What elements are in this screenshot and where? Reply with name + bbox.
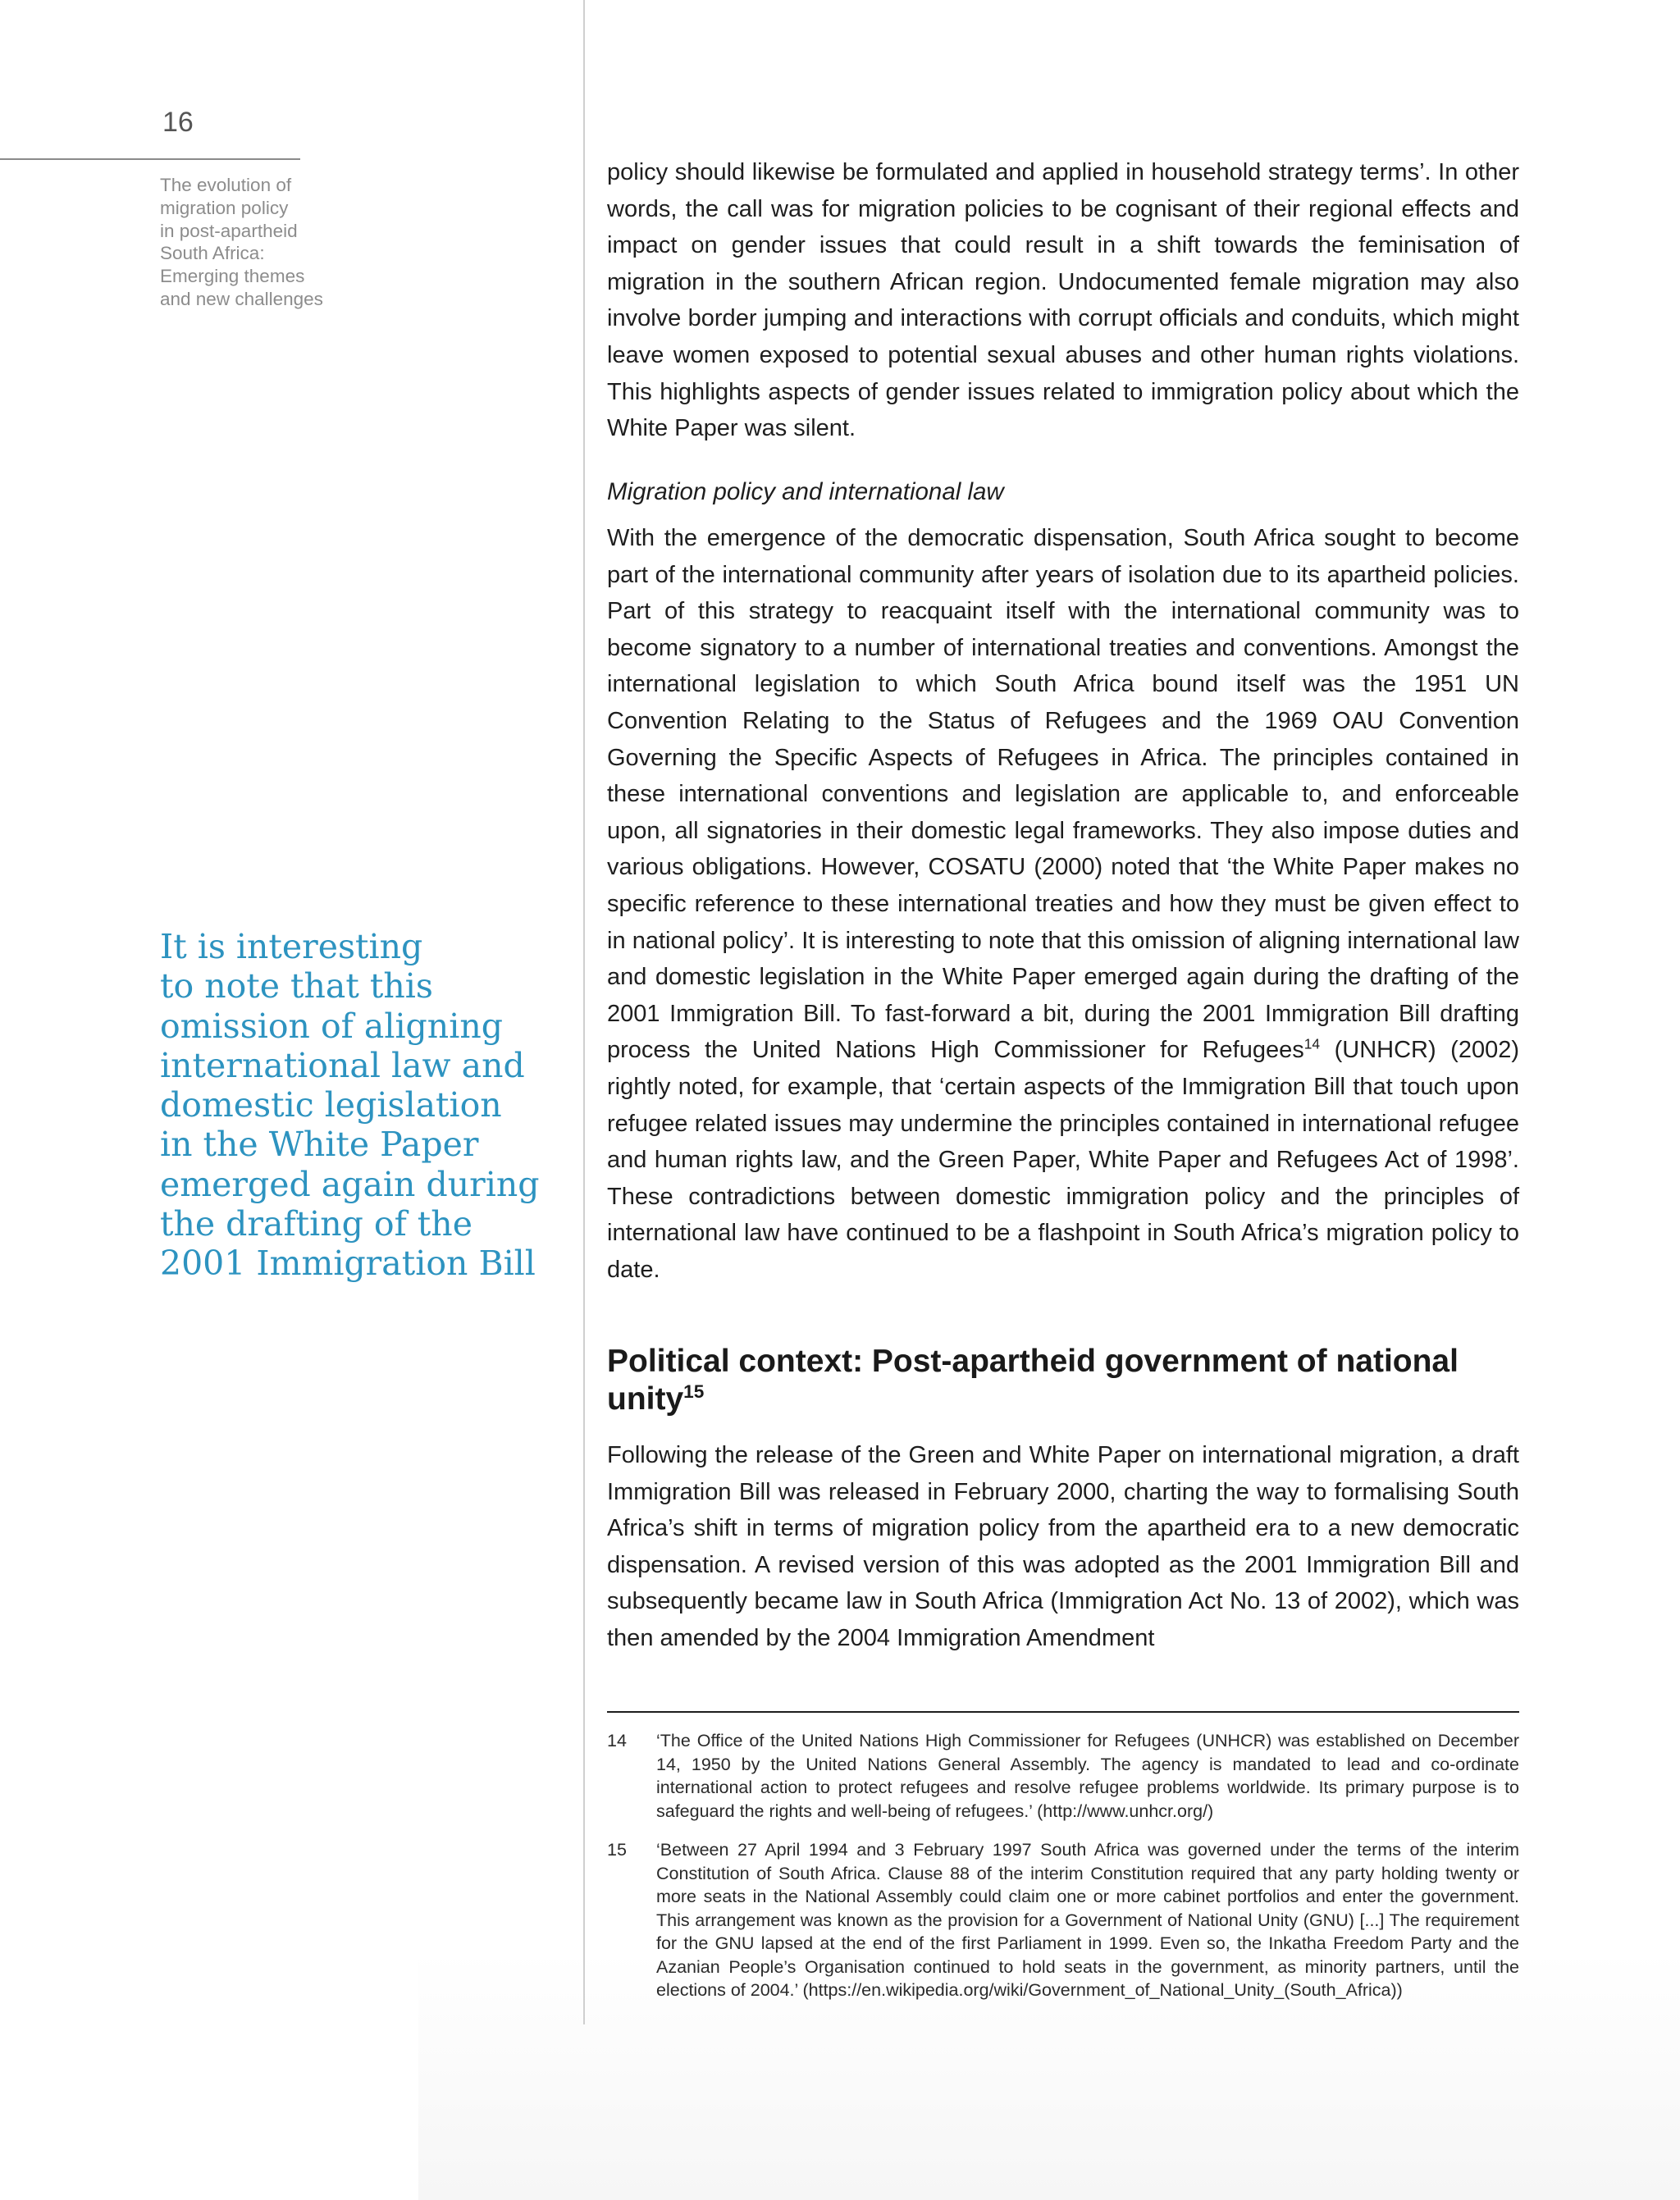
- running-title-line: and new challenges: [160, 288, 323, 309]
- body-paragraph: policy should likewise be formulated and applied in household strategy terms’. In other words, the call was for migration policies to be cognisant of their regional effects and impact on gender issues that could result in a shift towards the feminisation of migration in the southern African region. Undocumented female migration may also involve border jumping and interactions with corrupt officials and conduits, which might leave women exposed to potential sexual abuses and other human rights violations. This highlights aspects of gender issues related to immigration policy about which the White Paper was silent.: [607, 159, 1519, 442]
- body-paragraph-2-container: [607, 520, 1519, 1288]
- pull-quote-line: international law and: [160, 1045, 525, 1085]
- body-paragraph: Following the release of the Green and White Paper on international migration, a draft Immigration Bill was released in February 2000, charting the way to formalising South Africa’s shift in terms of migration policy from the apartheid era to a new democratic dispensation. A revised version of this was adopted as the 2001 Immigration Bill and subsequently became law in South Africa (Immigration Act No. 13 of 2002), which was then amended by the 2004 Immigration Amendment: [607, 1442, 1519, 1651]
- body-text: With the emergence of the democratic dispensation, South Africa sought to become part of the international community after years of isolation due to its apartheid policies. Part of this strategy to reacquaint itself with the international community was to become signatory to a number of international treaties and conventions. Amongst the international legislation to which South Africa bound itself was the 1951 UN Convention Relating to the Status of Refugees and the 1969 OAU Convention Governing the Specific Aspects of Refugees in Africa. The principles contained in these international conventions and legislation are applicable to, and enforceable upon, all signatories in their domestic legal frameworks. They also impose duties and various obligations. However, COSATU (2000) noted that ‘the White Paper makes no specific reference to these international treaties and how they must be given effect to in national policy’. It is interesting to note that this omission of aligning international law and domestic legislation in the White Paper emerged again during the drafting of the 2001 Immigration Bill. To fast-forward a bit, during the 2001 Immigration Bill drafting process the United Nations High Commissioner for Refugees: [607, 525, 1519, 1064]
- section-heading: [607, 1343, 1519, 1417]
- pull-quote-line: domestic legislation: [160, 1085, 502, 1125]
- pull-quote-line: 2001 Immigration Bill: [160, 1244, 536, 1284]
- body-paragraph-3-container: [607, 1437, 1519, 1657]
- running-title: [160, 174, 349, 311]
- running-title-line: Emerging themes: [160, 266, 305, 287]
- footnote-number: 14: [607, 1731, 627, 1750]
- footnote-ref[interactable]: 15: [683, 1381, 705, 1402]
- running-title-line: migration policy: [160, 197, 289, 218]
- footnote: [607, 1729, 1519, 1823]
- footnote-number: 15: [607, 1840, 627, 1860]
- subheading: Migration policy and international law: [607, 478, 1004, 505]
- pull-quote-line: in the White Paper: [160, 1125, 479, 1165]
- running-title-line: The evolution of: [160, 175, 292, 195]
- running-title-line: South Africa:: [160, 243, 265, 264]
- pull-quote-line: to note that this: [160, 966, 433, 1006]
- footnote-rule: [607, 1711, 1519, 1713]
- footnote-text: ‘Between 27 April 1994 and 3 February 1997 South Africa was governed under the terms of the interim Constitution of South Africa. Clause 88 of the interim Constitution required that any party holding twenty or more seats in the National Assembly could claim one or more cabinet portfolios and enter the government. This arrangement was known as the provision for a Government of National Unity (GNU) [...] The requirement for the GNU lapsed at the end of the first Parliament in 1999. Even so, the Inkatha Freedom Party and the Azanian People’s Organisation continued to hold seats in the government, as minority partners, until the elections of 2004.’ (https://en.wikipedia.org/wiki/Government_of_National_Unity_(South_Africa)): [656, 1840, 1519, 2000]
- pull-quote: [160, 927, 546, 1284]
- column-divider: [583, 0, 585, 2024]
- footnote-text: ‘The Office of the United Nations High Commissioner for Refugees (UNHCR) was established on December 14, 1950 by the United Nations General Assembly. The agency is mandated to lead and co-ordinate international action to protect refugees and resolve refugee problems worldwide. Its primary purpose is to safeguard the rights and well-being of refugees.’ (http://www.unhcr.org/): [656, 1731, 1519, 1821]
- pull-quote-line: the drafting of the: [160, 1204, 472, 1244]
- section-heading-text: Political context: Post-apartheid government of national unity: [607, 1344, 1459, 1417]
- footnote: [607, 1838, 1519, 2002]
- pull-quote-line: It is interesting: [160, 927, 423, 966]
- margin-rule: [0, 158, 300, 160]
- footnote-ref[interactable]: 14: [1303, 1035, 1321, 1052]
- body-paragraph-1-container: [607, 154, 1519, 447]
- pull-quote-line: omission of aligning: [160, 1006, 503, 1046]
- body-paragraph: [607, 520, 1519, 1288]
- pull-quote-line: emerged again during: [160, 1164, 540, 1204]
- running-title-line: in post-apartheid: [160, 220, 298, 241]
- body-text: (UNHCR) (2002) rightly noted, for example, that ‘certain aspects of the Immigration Bill that touch upon refugee related issues may undermine the principles contained in international refugee and human rights law, and the Green Paper, White Paper and Refugees Act of 1998’. These contradictions between domestic immigration policy and the principles of international law have continued to be a flashpoint in South Africa’s migration policy to date.: [607, 1037, 1519, 1283]
- page-number: 16: [162, 107, 194, 138]
